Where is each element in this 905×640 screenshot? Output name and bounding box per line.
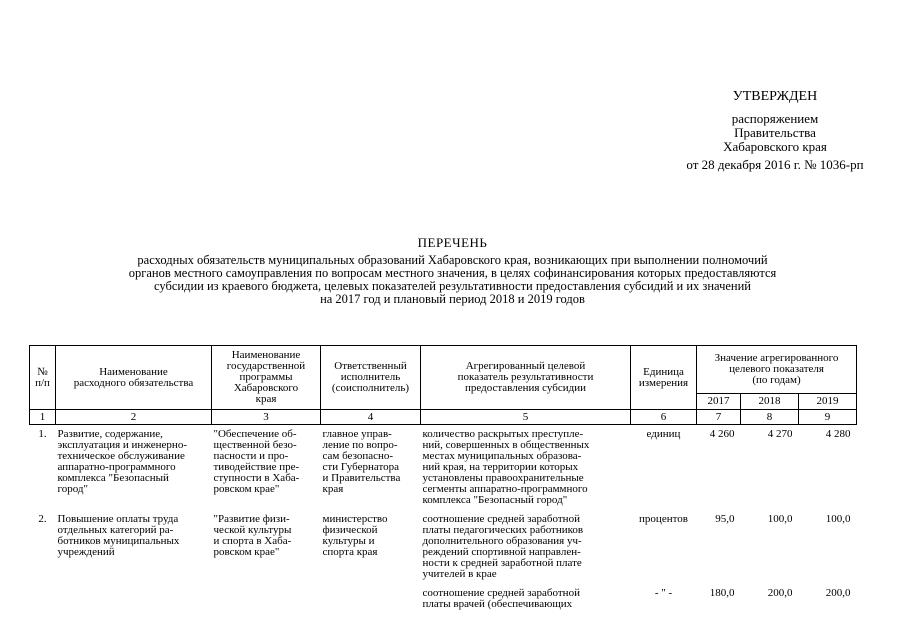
text-line: учителей в крае: [422, 568, 497, 580]
text-line: сти Губернатора: [322, 461, 399, 473]
text-line: края: [255, 393, 277, 405]
text-line: и Правительства: [322, 472, 401, 484]
row-number: 1.: [38, 428, 47, 440]
text-line: соотношение средней заработной: [422, 513, 580, 525]
text-line: ступности в Хаба-: [213, 472, 300, 484]
text-line: ровском крае": [213, 483, 280, 495]
program-cell: [212, 425, 321, 511]
indicator-cell: [421, 510, 631, 584]
text-line: ческой культуры: [213, 524, 292, 536]
text-line: и спорта в Хаба-: [213, 535, 292, 547]
program-cell: [212, 510, 321, 584]
header-program: [212, 346, 321, 410]
approval-date: от 28 декабря 2016 г. № 1036-рп: [686, 157, 864, 172]
value-2018: 100,0: [767, 513, 793, 525]
column-number: 1: [30, 410, 56, 425]
text-line: (соисполнитель): [331, 382, 410, 394]
program-cell: [212, 584, 321, 614]
text-line: город": [57, 483, 89, 495]
text-line: Значение агрегированного: [714, 352, 839, 364]
value-2019: 100,0: [825, 513, 851, 525]
text-line: расходного обязательства: [73, 376, 194, 389]
text-line: государственной: [226, 360, 306, 372]
column-number: 7: [697, 410, 741, 425]
approval-heading: УТВЕРЖДЕН: [732, 89, 818, 104]
value-2019: 4 280: [825, 428, 851, 440]
executor-cell: [321, 425, 421, 511]
approval-line: Правительства: [734, 125, 816, 140]
unit-cell: процентов: [639, 513, 688, 525]
table-row: [30, 425, 857, 511]
approval-block: [640, 90, 905, 172]
unit-cell: - " -: [654, 587, 673, 599]
text-line: сегменты аппаратно-программного: [422, 483, 588, 495]
text-line: ботников муниципальных: [57, 535, 180, 547]
value-2017: 180,0: [709, 587, 735, 599]
header-year: 2017: [697, 394, 741, 410]
text-line: Хабаровского: [233, 382, 299, 394]
value-2018: 200,0: [767, 587, 793, 599]
column-number: 5: [421, 410, 631, 425]
text-line: №: [37, 365, 48, 378]
text-line: учреждений: [57, 546, 115, 558]
text-line: количество раскрытых преступле-: [422, 428, 584, 440]
text-line: физической: [322, 524, 378, 536]
header-year: 2019: [799, 394, 857, 410]
text-line: ний, совершенных в общественных: [422, 439, 590, 451]
text-line: Единица: [643, 365, 684, 378]
header-year: 2018: [741, 394, 799, 410]
obligation-cell: [56, 510, 212, 584]
value-2017: 95,0: [715, 513, 735, 525]
text-line: главное управ-: [322, 428, 392, 440]
text-line: тиводействие пре-: [213, 461, 300, 473]
text-line: дополнительного образования уч-: [422, 535, 582, 547]
text-line: отдельных категорий ра-: [57, 524, 174, 536]
document-subtitle: [40, 254, 865, 306]
text-line: аппаратно-программного: [57, 461, 176, 473]
text-line: Развитие, содержание,: [57, 428, 163, 440]
document-title: ПЕРЕЧЕНЬ: [417, 235, 488, 250]
obligation-cell: [56, 425, 212, 511]
text-line: щественной безо-: [213, 439, 297, 451]
text-line: местах муниципальных образова-: [422, 450, 582, 462]
text-line: Повышение оплаты труда: [57, 513, 179, 525]
column-number: 8: [741, 410, 799, 425]
text-line: Агрегированный целевой: [465, 360, 586, 372]
text-line: комплекса "Безопасный: [57, 472, 169, 484]
subtitle-line: на 2017 год и плановый период 2018 и 2019 годов: [320, 292, 585, 306]
text-line: спорта края: [322, 546, 378, 558]
value-2017: 4 260: [709, 428, 735, 440]
text-line: комплекса "Безопасный город": [422, 494, 568, 506]
text-line: "Обеспечение об-: [213, 428, 297, 440]
text-line: показатель результативности: [457, 371, 594, 383]
text-line: Ответственный: [334, 360, 407, 372]
column-number: 4: [321, 410, 421, 425]
text-line: п/п: [35, 376, 50, 389]
text-line: культуры и: [322, 535, 375, 547]
table-row: [30, 510, 857, 584]
text-line: установлены правоохранительные: [422, 472, 584, 484]
column-number: 3: [212, 410, 321, 425]
text-line: министерство: [322, 513, 388, 525]
text-line: пасности и про-: [213, 450, 289, 462]
row-number: [30, 584, 56, 614]
approval-line: распоряжением: [731, 111, 819, 126]
header-num: [30, 346, 56, 410]
text-line: ление по вопро-: [322, 439, 398, 451]
header-executor: [321, 346, 421, 410]
column-number: 2: [56, 410, 212, 425]
column-number: 6: [631, 410, 697, 425]
text-line: (по годам): [752, 374, 801, 386]
text-line: края: [322, 483, 344, 495]
text-line: эксплуатация и инженерно-: [57, 439, 187, 451]
text-line: Наименование: [99, 365, 168, 378]
value-2019: 200,0: [825, 587, 851, 599]
table-row: [30, 584, 857, 614]
value-2018: 4 270: [767, 428, 793, 440]
text-line: соотношение средней заработной: [422, 587, 580, 599]
text-line: реждений спортивной направлен-: [422, 546, 581, 558]
header-obligation: [56, 346, 212, 410]
header-indicator: [421, 346, 631, 410]
subtitle-line: субсидии из краевого бюджета, целевых показателей результативности предоставления субсидий и их значений: [154, 279, 751, 293]
text-line: платы врачей (обеспечивающих: [422, 598, 573, 610]
executor-cell: [321, 510, 421, 584]
executor-cell: [321, 584, 421, 614]
indicator-cell: [421, 425, 631, 511]
text-line: платы педагогических работников: [422, 524, 584, 536]
text-line: программы: [239, 371, 293, 383]
text-line: исполнитель: [340, 371, 401, 383]
text-line: ности к средней заработной плате: [422, 557, 582, 569]
obligation-cell: [56, 584, 212, 614]
text-line: Наименование: [231, 349, 301, 361]
header-values-group: [697, 346, 857, 394]
approval-line: Хабаровского края: [723, 139, 827, 154]
text-line: сам безопасно-: [322, 450, 394, 462]
text-line: предоставления субсидии: [464, 382, 587, 394]
text-line: измерения: [638, 376, 689, 389]
unit-cell: единиц: [646, 428, 681, 440]
text-line: ровском крае": [213, 546, 280, 558]
text-line: ний края, на территории которых: [422, 461, 579, 473]
text-line: "Развитие физи-: [213, 513, 290, 525]
header-unit: [631, 346, 697, 410]
row-number: 2.: [38, 513, 47, 525]
subtitle-line: расходных обязательств муниципальных образований Хабаровского края, возникающих при выполнении полномочий: [137, 253, 768, 267]
obligations-table: [29, 345, 857, 614]
indicator-cell: [421, 584, 631, 614]
subtitle-line: органов местного самоуправления по вопросам местного значения, в целях софинансирования которых предоставляются: [128, 266, 777, 280]
text-line: целевого показателя: [729, 363, 824, 375]
column-number: 9: [799, 410, 857, 425]
text-line: техническое обслуживание: [57, 450, 185, 462]
